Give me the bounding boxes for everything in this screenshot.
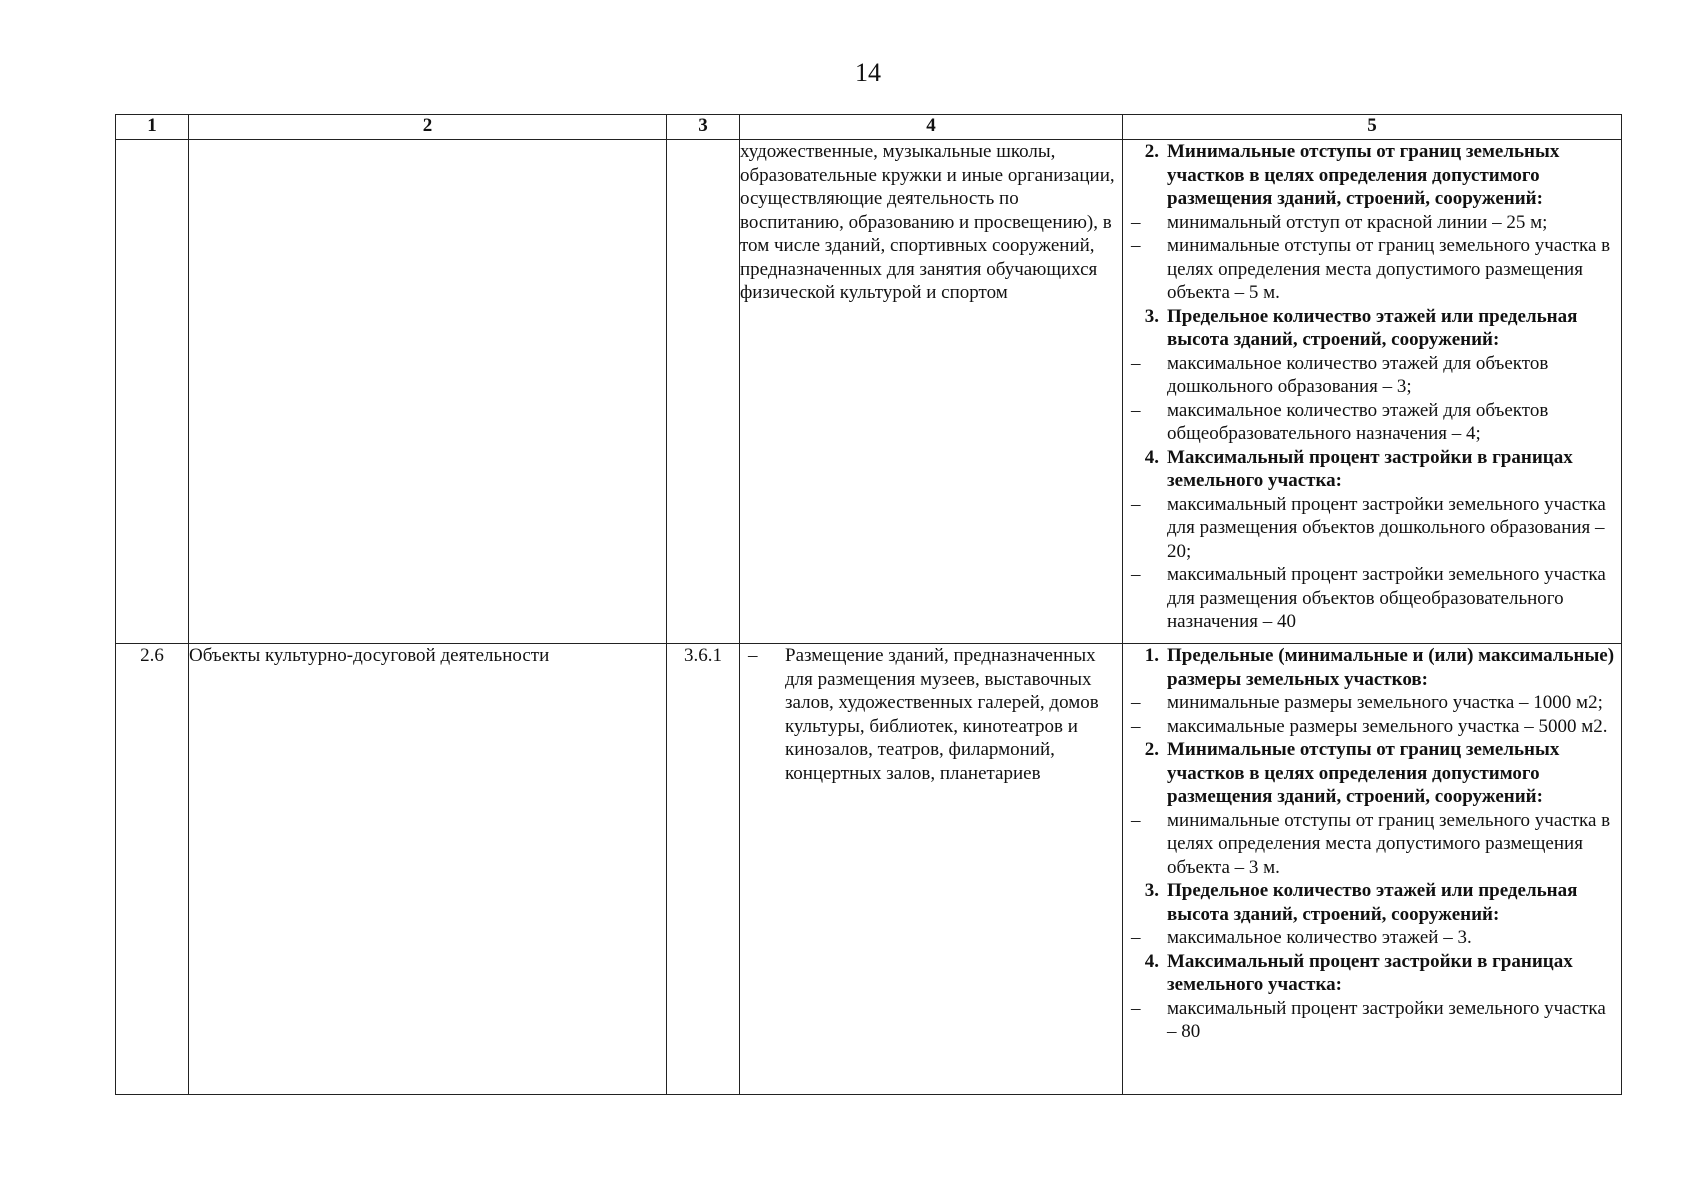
parameter-text: максимальное количество этажей для объектов общеобразовательного назначения – 4; [1167,399,1549,444]
column-header-5: 5 [1123,115,1622,140]
parameter-item [1123,211,1621,235]
use-code [667,140,740,644]
table-header-row [116,115,1622,140]
dash-marker: – [1131,692,1141,713]
item-number: 3. [1144,880,1159,901]
parameter-text: максимальный процент застройки земельного участка для размещения объектов дошкольного образования – 20; [1167,493,1606,562]
use-description: Размещение зданий, предназначенных для размещения музеев, выставочных залов, художественных галерей, домов культуры, библиотек, кинотеатров и кинозалов, театров, филармоний, концертных залов, планетариев [785,645,1099,784]
object-name: Объекты культурно-досуговой деятельности [189,644,667,1095]
dash-marker: – [1131,997,1141,1019]
parameter-item [1123,691,1621,715]
parameter-text: минимальные размеры земельного участка – 1000 м2; [1167,692,1603,713]
regulations-table [115,114,1622,1095]
parameter-item [1123,563,1621,634]
parameter-text: максимальное количество этажей для объектов дошкольного образования – 3; [1167,352,1549,397]
dash-marker: – [1131,235,1141,256]
column-header-4: 4 [740,115,1123,140]
parameter-heading [1123,140,1621,211]
dash-marker: – [1131,715,1141,737]
parameter-text: минимальный отступ от красной линии – 25 м; [1167,211,1548,233]
parameters-list [1123,140,1621,634]
parameter-item [1123,399,1621,446]
parameter-text: Максимальный процент застройки в границах земельного участка: [1167,950,1573,995]
dash-marker: – [748,645,758,666]
item-number: 4. [1144,950,1159,972]
parameter-item [1123,926,1621,950]
parameter-item [1123,715,1621,739]
parameter-heading [1123,950,1621,997]
parameter-item [1123,234,1621,305]
page-number: 14 [855,58,881,87]
parameter-text: максимальный процент застройки земельного участка для размещения объектов общеобразовательного назначения – 40 [1167,564,1606,632]
dash-marker: – [1131,564,1141,585]
dash-marker: – [1131,399,1141,421]
parameter-heading [1123,305,1621,352]
parameter-text: Минимальные отступы от границ земельных участков в целях определения допустимого размещения зданий, строений, сооружений: [1167,141,1560,209]
parameter-item [1123,493,1621,564]
parameter-text: Предельное количество этажей или предельная высота зданий, строений, сооружений: [1167,880,1578,925]
parameter-text: минимальные отступы от границ земельного участка в целях определения места допустимого размещения объекта – 3 м. [1167,809,1611,878]
dash-marker: – [1131,211,1141,233]
use-description-cell [740,644,1123,1095]
table-row [116,140,1622,644]
column-header-2: 2 [189,115,667,140]
parameter-heading [1123,879,1621,926]
use-description: художественные, музыкальные школы, образовательные кружки и иные организации, осуществляющие деятельность по воспитанию, образованию и просвещению), в том числе зданий, спортивных сооружений, предназначенных для занятия обучающихся физической культурой и спортом [740,140,1123,644]
parameter-heading [1123,446,1621,493]
parameter-text: максимальные размеры земельного участка – 5000 м2. [1167,715,1608,737]
item-number: 2. [1144,739,1159,760]
parameter-text: максимальный процент застройки земельного участка – 80 [1167,997,1606,1042]
description-item [740,644,1122,785]
parameter-item [1123,352,1621,399]
dash-marker: – [1131,927,1141,948]
parameter-text: Предельные (минимальные и (или) максимальные) размеры земельных участков: [1167,645,1615,690]
parameters-cell [1123,140,1622,644]
dash-marker: – [1131,809,1141,831]
parameter-text: максимальное количество этажей – 3. [1167,927,1472,948]
parameter-text: Минимальные отступы от границ земельных участков в целях определения допустимого размещения зданий, строений, сооружений: [1167,739,1560,807]
row-number: 2.6 [116,644,189,1095]
column-header-1: 1 [116,115,189,140]
dash-marker: – [1131,352,1141,374]
parameter-heading [1123,644,1621,691]
row-number [116,140,189,644]
table-row [116,644,1622,1095]
parameter-item [1123,809,1621,880]
item-number: 4. [1144,446,1159,468]
parameters-cell [1123,644,1622,1095]
column-header-3: 3 [667,115,740,140]
parameter-text: минимальные отступы от границ земельного участка в целях определения места допустимого размещения объекта – 5 м. [1167,235,1611,303]
parameter-text: Максимальный процент застройки в границах земельного участка: [1167,446,1573,491]
dash-marker: – [1131,493,1141,515]
item-number: 1. [1144,645,1159,666]
parameters-list [1123,644,1621,1044]
parameter-heading [1123,738,1621,809]
parameter-item [1123,997,1621,1044]
use-code: 3.6.1 [667,644,740,1095]
item-number: 2. [1144,141,1159,162]
item-number: 3. [1144,305,1159,327]
parameter-text: Предельное количество этажей или предельная высота зданий, строений, сооружений: [1167,305,1578,350]
object-name [189,140,667,644]
